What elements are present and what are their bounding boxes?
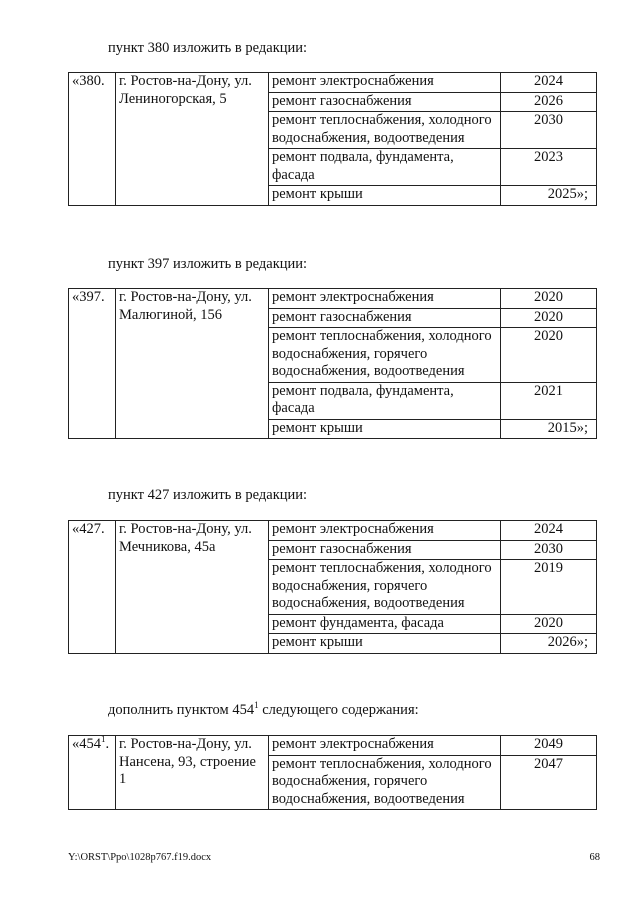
- year-cell: 2020: [501, 308, 597, 328]
- item-address: г. Ростов-на-Дону, ул. Мечникова, 45а: [116, 521, 269, 654]
- item-address: г. Ростов-на-Дону, ул. Лениногорская, 5: [116, 73, 269, 206]
- section-intro-text: пункт 380 изложить в редакции:: [108, 40, 308, 56]
- work-cell: ремонт газоснабжения: [269, 540, 501, 560]
- work-cell: ремонт фундамента, фасада: [269, 614, 501, 634]
- work-cell: ремонт теплоснабжения, холодного водоснабжения, водоотведения: [269, 112, 501, 149]
- work-cell: ремонт подвала, фундамента, фасада: [269, 149, 501, 186]
- work-cell: ремонт электроснабжения: [269, 73, 501, 93]
- table-row: [69, 736, 597, 756]
- footer-file-path: Y:\ORST\Ppo\1028p767.f19.docx: [68, 852, 212, 863]
- year-cell: 2047: [501, 755, 597, 810]
- year-cell: 2026: [501, 92, 597, 112]
- year-cell: 2025»;: [501, 186, 597, 206]
- item-number: «397.: [69, 289, 116, 439]
- item-number: «380.: [69, 73, 116, 206]
- section-intro-tail: следующего содержания:: [258, 702, 419, 718]
- work-cell: ремонт газоснабжения: [269, 308, 501, 328]
- section-intro: [108, 487, 307, 504]
- section-intro-text: пункт 397 изложить в редакции:: [108, 256, 308, 272]
- year-cell: 2015»;: [501, 419, 597, 439]
- section-intro: [108, 702, 419, 719]
- work-cell: ремонт теплоснабжения, холодного водоснабжения, горячего водоснабжения, водоотведения: [269, 755, 501, 810]
- item-number: «$454^1$.: [69, 736, 116, 810]
- year-cell: 2023: [501, 149, 597, 186]
- section-intro: [108, 256, 307, 273]
- item-number: «427.: [69, 521, 116, 654]
- table-row: [69, 73, 597, 93]
- item-address: г. Ростов-на-Дону, ул. Малюгиной, 156: [116, 289, 269, 439]
- work-cell: ремонт электроснабжения: [269, 289, 501, 309]
- work-cell: ремонт газоснабжения: [269, 92, 501, 112]
- year-cell: 2024: [501, 521, 597, 541]
- section-table: [68, 72, 597, 206]
- year-cell: 2021: [501, 382, 597, 419]
- section-table: [68, 288, 597, 439]
- section-intro-text: пункт 427 изложить в редакции:: [108, 487, 308, 503]
- work-cell: ремонт подвала, фундамента, фасада: [269, 382, 501, 419]
- year-cell: 2020: [501, 289, 597, 309]
- section-intro: [108, 40, 307, 57]
- work-cell: ремонт электроснабжения: [269, 521, 501, 541]
- work-cell: ремонт крыши: [269, 634, 501, 654]
- year-cell: 2024: [501, 73, 597, 93]
- year-cell: 2019: [501, 560, 597, 615]
- item-number-superscript: 1: [101, 734, 106, 744]
- footer-page-number: 68: [589, 852, 600, 863]
- work-cell: ремонт крыши: [269, 419, 501, 439]
- work-cell: ремонт электроснабжения: [269, 736, 501, 756]
- year-cell: 2020: [501, 614, 597, 634]
- section-table: [68, 735, 597, 810]
- year-cell: 2030: [501, 112, 597, 149]
- year-cell: 2026»;: [501, 634, 597, 654]
- intro-superscript: 1: [254, 700, 259, 710]
- work-cell: ремонт крыши: [269, 186, 501, 206]
- work-cell: ремонт теплоснабжения, холодного водоснабжения, горячего водоснабжения, водоотведения: [269, 560, 501, 615]
- table-row: [69, 521, 597, 541]
- table-row: [69, 289, 597, 309]
- item-address: г. Ростов-на-Дону, ул. Нансена, 93, строение 1: [116, 736, 269, 810]
- section-table: [68, 520, 597, 654]
- work-cell: ремонт теплоснабжения, холодного водоснабжения, горячего водоснабжения, водоотведения: [269, 328, 501, 383]
- year-cell: 2030: [501, 540, 597, 560]
- year-cell: 2020: [501, 328, 597, 383]
- section-intro-text: дополнить пунктом 454: [108, 702, 255, 718]
- year-cell: 2049: [501, 736, 597, 756]
